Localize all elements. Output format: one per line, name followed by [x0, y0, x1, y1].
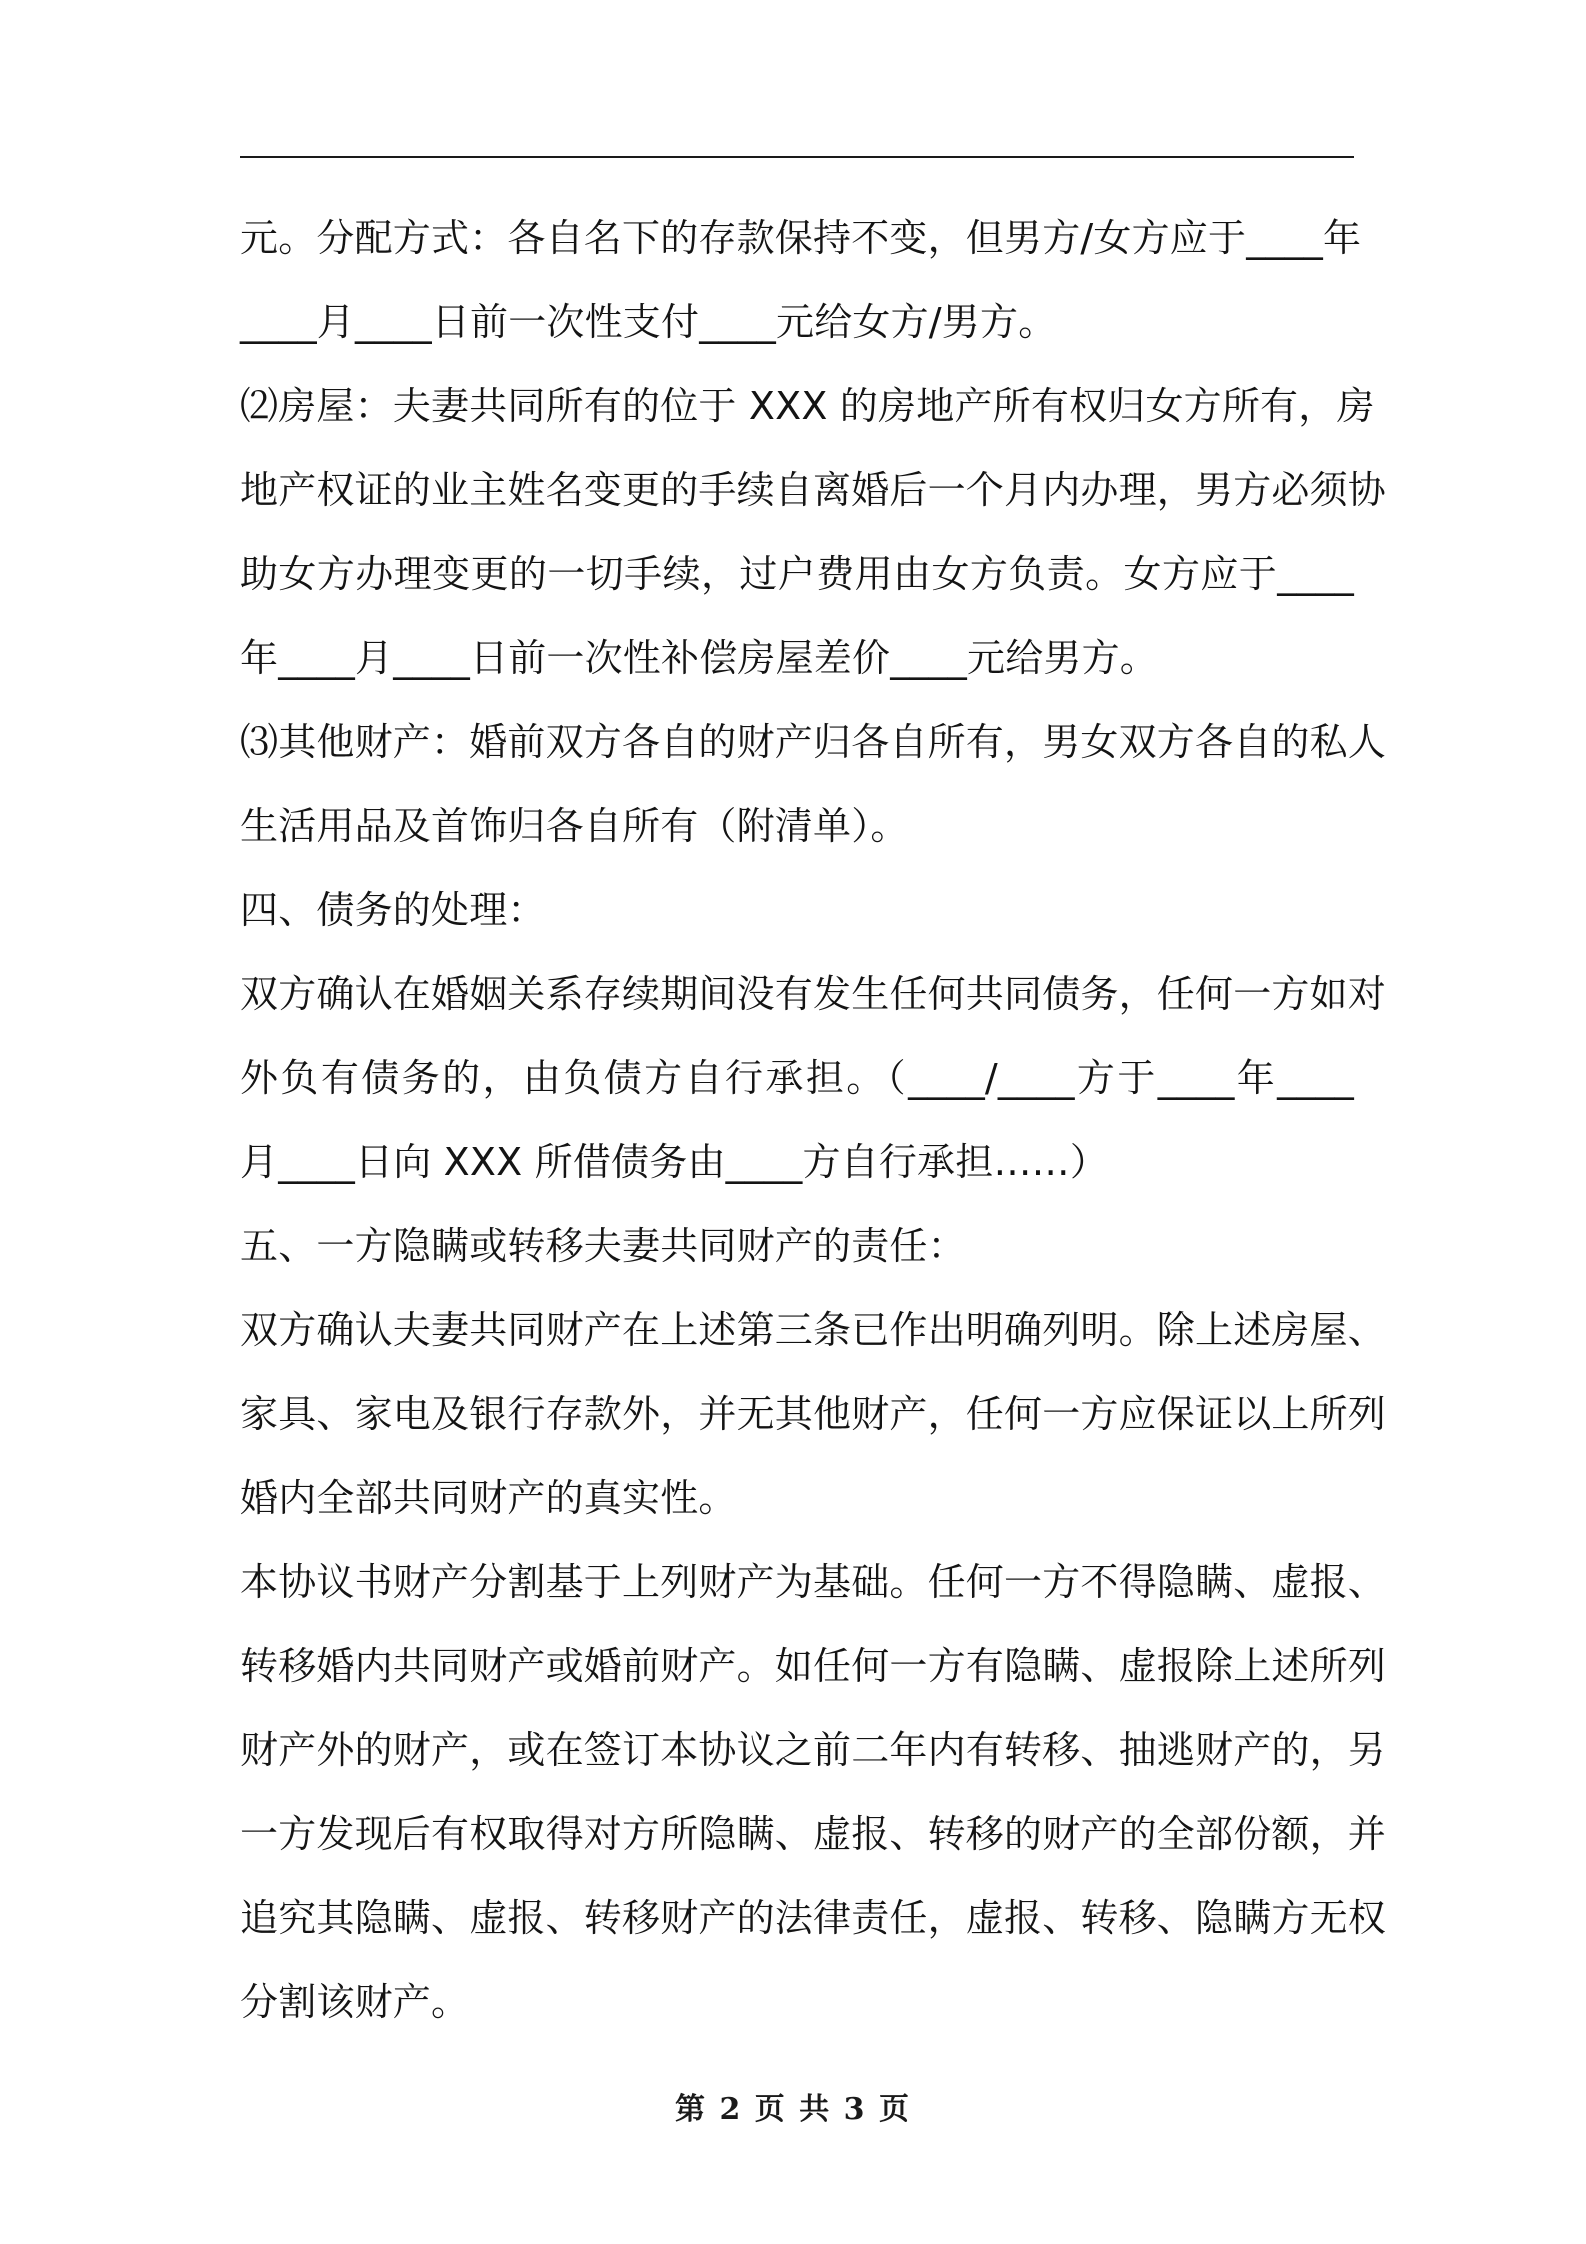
text-line: 财产外的财产，或在签订本协议之前二年内有转移、抽逃财产的，另 — [240, 1728, 1387, 1772]
text-line: 年____月____日前一次性补偿房屋差价____元给男方。 — [240, 636, 1159, 680]
text-line: 助女方办理变更的一切手续，过户费用由女方负责。女方应于____ — [240, 552, 1354, 596]
text-line: 月____日向 XXX 所借债务由____方自行承担……） — [240, 1140, 1109, 1184]
text-line: ____月____日前一次性支付____元给女方/男方。 — [240, 300, 1057, 344]
text-line: 家具、家电及银行存款外，并无其他财产，任何一方应保证以上所列 — [240, 1392, 1387, 1436]
text-line: 一方发现后有权取得对方所隐瞒、虚报、转移的财产的全部份额，并 — [240, 1812, 1387, 1856]
section-heading: 五、一方隐瞒或转移夫妻共同财产的责任： — [240, 1224, 966, 1268]
text-line: 转移婚内共同财产或婚前财产。如任何一方有隐瞒、虚报除上述所列 — [240, 1644, 1387, 1688]
text-line: 婚内全部共同财产的真实性。 — [240, 1476, 737, 1520]
text-line: ⑶其他财产：婚前双方各自的财产归各自所有，男女双方各自的私人 — [240, 720, 1387, 764]
body-text — [240, 196, 1387, 2044]
text-line: 元。分配方式：各自名下的存款保持不变，但男方/女方应于____年 — [240, 216, 1362, 260]
text-line: 双方确认在婚姻关系存续期间没有发生任何共同债务，任何一方如对 — [240, 972, 1387, 1016]
page-number: 第 2 页 共 3 页 — [675, 2092, 911, 2127]
text-line: 地产权证的业主姓名变更的手续自离婚后一个月内办理，男方必须协 — [240, 468, 1387, 512]
text-line: 生活用品及首饰归各自所有（附清单）。 — [240, 804, 909, 848]
header-rule — [240, 156, 1354, 158]
text-line: 追究其隐瞒、虚报、转移财产的法律责任，虚报、转移、隐瞒方无权 — [240, 1896, 1387, 1940]
text-line: 双方确认夫妻共同财产在上述第三条已作出明确列明。除上述房屋、 — [240, 1308, 1387, 1352]
section-heading: 四、债务的处理： — [240, 888, 546, 932]
text-line: 分割该财产。 — [240, 1980, 470, 2024]
text-line: ⑵房屋：夫妻共同所有的位于 XXX 的房地产所有权归女方所有，房 — [240, 384, 1375, 428]
text-line: 本协议书财产分割基于上列财产为基础。任何一方不得隐瞒、虚报、 — [240, 1560, 1387, 1604]
text-line: 外负有债务的，由负债方自行承担。（____/____方于____年____ — [240, 1056, 1354, 1100]
